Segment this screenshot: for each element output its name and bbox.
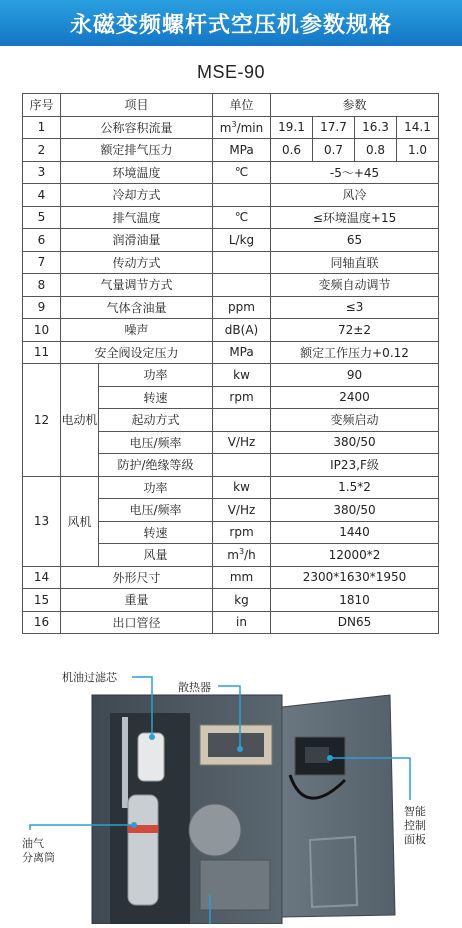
compressor-illustration — [0, 655, 462, 924]
item-cell: 气体含油量 — [61, 296, 213, 319]
item-cell: 传动方式 — [61, 251, 213, 274]
item-cell: 排气温度 — [61, 206, 213, 229]
row-number: 2 — [23, 139, 61, 162]
spec-table — [22, 93, 439, 634]
item-cell: 安全阀设定压力 — [61, 341, 213, 364]
value-cell: 1810 — [271, 589, 439, 612]
value-cell: 1.5*2 — [271, 476, 439, 499]
unit-base: m — [219, 120, 232, 135]
value-cell: 变频启动 — [271, 409, 439, 432]
callout-dot-control — [327, 755, 333, 761]
oil-filter-element — [138, 733, 164, 781]
value-cell: 1.0 — [397, 139, 439, 162]
callout-separator — [22, 837, 55, 865]
value-cell: 19.1 — [271, 116, 313, 139]
table-row — [23, 139, 439, 162]
unit-superscript: 3 — [238, 547, 245, 557]
value-cell: 2400 — [271, 386, 439, 409]
row-number: 3 — [23, 161, 61, 184]
value-cell: 0.7 — [313, 139, 355, 162]
value-cell: 17.7 — [313, 116, 355, 139]
row-number: 9 — [23, 296, 61, 319]
table-header-row — [23, 94, 439, 117]
value-cell: 380/50 — [271, 431, 439, 454]
unit-cell: L/kg — [213, 229, 271, 252]
value-cell: 380/50 — [271, 499, 439, 522]
header-unit: 单位 — [213, 94, 271, 117]
callout-dot-separator — [131, 822, 137, 828]
value-cell: 变频自动调节 — [271, 274, 439, 297]
value-cell: 12000*2 — [271, 544, 439, 567]
control-chip — [305, 747, 329, 763]
unit-cell — [213, 409, 271, 432]
sub-item-cell: 起动方式 — [99, 409, 213, 432]
unit-cell: V/Hz — [213, 499, 271, 522]
radiator-inner — [208, 733, 264, 757]
unit-cell: kw — [213, 476, 271, 499]
callout-separator-line-1: 油气 — [22, 837, 44, 850]
air-end — [189, 804, 241, 856]
item-cell: 环境温度 — [61, 161, 213, 184]
callout-oil-filter: 机油过滤芯 — [62, 671, 117, 684]
table-row — [23, 566, 439, 589]
unit-cell: kg — [213, 589, 271, 612]
model-name: MSE-90 — [196, 62, 266, 82]
page-title: 永磁变频螺杆式空压机参数规格 — [69, 12, 392, 38]
table-row — [23, 296, 439, 319]
value-cell: ≤环境温度+15 — [271, 206, 439, 229]
value-cell: 0.8 — [355, 139, 397, 162]
header-no: 序号 — [23, 94, 61, 117]
sub-item-cell: 防护/绝缘等级 — [99, 454, 213, 477]
callout-dot-oil-filter — [149, 734, 155, 740]
value-cell: 风冷 — [271, 184, 439, 207]
unit-rest: /h — [244, 548, 256, 563]
unit-cell: ℃ — [213, 206, 271, 229]
row-number: 14 — [23, 566, 61, 589]
table-row — [23, 161, 439, 184]
unit-cell: ppm — [213, 296, 271, 319]
unit-cell: dB(A) — [213, 319, 271, 342]
value-cell: 72±2 — [271, 319, 439, 342]
value-cell: 14.1 — [397, 116, 439, 139]
value-cell: 同轴直联 — [271, 251, 439, 274]
sub-item-cell: 风量 — [99, 544, 213, 567]
separator-tank — [128, 795, 158, 905]
value-cell: 0.6 — [271, 139, 313, 162]
item-cell: 外形尺寸 — [61, 566, 213, 589]
callout-control-line-1: 智能 — [404, 805, 426, 818]
value-cell: 65 — [271, 229, 439, 252]
value-cell: 1440 — [271, 521, 439, 544]
table-row — [23, 611, 439, 634]
table-row — [23, 364, 439, 387]
spec-table-body — [23, 94, 439, 634]
item-cell: 气量调节方式 — [61, 274, 213, 297]
item-cell: 重量 — [61, 589, 213, 612]
sub-item-cell: 功率 — [99, 476, 213, 499]
unit-cell — [213, 251, 271, 274]
unit-cell: V/Hz — [213, 431, 271, 454]
table-row — [23, 341, 439, 364]
row-number: 11 — [23, 341, 61, 364]
unit-cell: kw — [213, 364, 271, 387]
row-number: 16 — [23, 611, 61, 634]
row-number: 4 — [23, 184, 61, 207]
header-param: 参数 — [271, 94, 439, 117]
unit-cell: ℃ — [213, 161, 271, 184]
value-cell: 90 — [271, 364, 439, 387]
page-header — [0, 0, 462, 46]
row-number: 5 — [23, 206, 61, 229]
unit-cell: rpm — [213, 521, 271, 544]
motor-group-number: 12 — [23, 364, 61, 477]
value-cell: DN65 — [271, 611, 439, 634]
sub-item-cell: 电压/频率 — [99, 431, 213, 454]
callout-control-panel — [404, 805, 426, 847]
callout-radiator: 散热器 — [178, 681, 211, 694]
item-cell: 润滑油量 — [61, 229, 213, 252]
fan-group-label: 风机 — [61, 476, 99, 566]
unit-cell: mm — [213, 566, 271, 589]
table-row — [23, 476, 439, 499]
header-item: 项目 — [61, 94, 213, 117]
row-number: 1 — [23, 116, 61, 139]
sub-item-cell: 转速 — [99, 521, 213, 544]
callout-control-line-2: 控制 — [404, 819, 426, 832]
row-number: 7 — [23, 251, 61, 274]
sub-item-cell: 转速 — [99, 386, 213, 409]
callout-separator-line-2: 分离筒 — [22, 851, 55, 864]
row-number: 6 — [23, 229, 61, 252]
item-cell: 出口管径 — [61, 611, 213, 634]
value-cell: IP23,F级 — [271, 454, 439, 477]
unit-cell — [213, 184, 271, 207]
cabinet-door — [282, 695, 395, 917]
unit-cell — [213, 274, 271, 297]
row-number: 8 — [23, 274, 61, 297]
fan-group-number: 13 — [23, 476, 61, 566]
table-row — [23, 229, 439, 252]
motor-group-label: 电动机 — [61, 364, 99, 477]
item-cell: 噪声 — [61, 319, 213, 342]
table-row — [23, 116, 439, 139]
unit-cell — [213, 116, 271, 139]
unit-cell — [213, 544, 271, 567]
table-row — [23, 184, 439, 207]
callout-dot-radiator — [237, 746, 243, 752]
sub-item-cell: 功率 — [99, 364, 213, 387]
item-cell: 额定排气压力 — [61, 139, 213, 162]
unit-cell: rpm — [213, 386, 271, 409]
item-cell: 公称容积流量 — [61, 116, 213, 139]
unit-cell: MPa — [213, 139, 271, 162]
unit-cell: MPa — [213, 341, 271, 364]
unit-rest: /min — [236, 120, 264, 135]
unit-superscript: 3 — [231, 119, 237, 129]
unit-cell — [213, 454, 271, 477]
table-row — [23, 206, 439, 229]
product-illustration — [0, 655, 462, 924]
value-cell: 2300*1630*1950 — [271, 566, 439, 589]
row-number: 10 — [23, 319, 61, 342]
item-cell: 冷却方式 — [61, 184, 213, 207]
unit-base: m — [227, 548, 239, 563]
value-cell: ≤3 — [271, 296, 439, 319]
table-row — [23, 274, 439, 297]
value-cell: -5～+45 — [271, 161, 439, 184]
callout-control-line-3: 面板 — [404, 833, 426, 846]
table-row — [23, 319, 439, 342]
row-number: 15 — [23, 589, 61, 612]
table-row — [23, 589, 439, 612]
unit-cell: in — [213, 611, 271, 634]
value-cell: 额定工作压力+0.12 — [271, 341, 439, 364]
table-row — [23, 251, 439, 274]
value-cell: 16.3 — [355, 116, 397, 139]
sub-item-cell: 电压/频率 — [99, 499, 213, 522]
